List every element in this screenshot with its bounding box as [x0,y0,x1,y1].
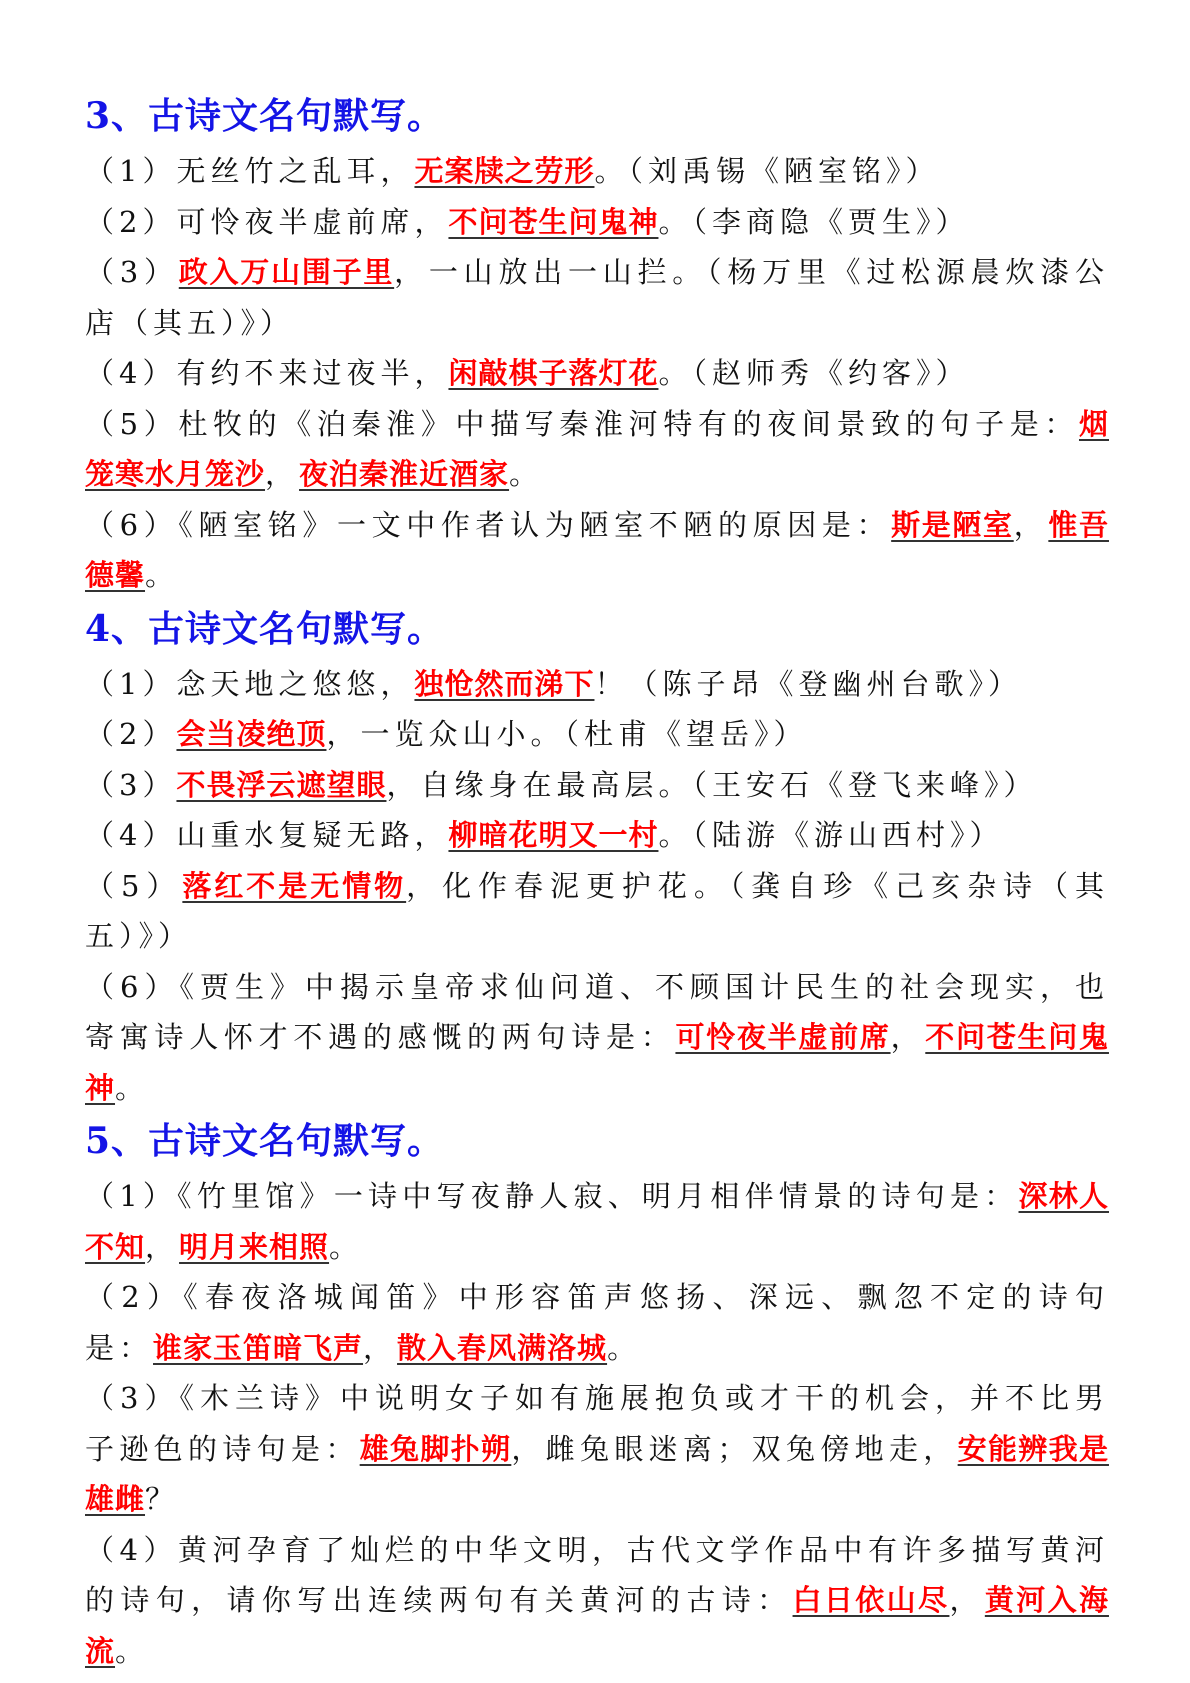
question-item [85,962,1109,1114]
answer-text: 政入万山围子里 [178,255,395,289]
question-text: （2） [85,717,177,751]
question-text: （2）《春夜洛城闻笛》中形容笛声悠扬、深远、飘忽不定的诗句是： [85,1280,1109,1365]
answer-text: 独怆然而涕下 [414,666,595,701]
question-text: ，化作春泥更护花。（龚自珍《己亥杂诗（其五）》） [85,868,1109,953]
question-text: （6）《贾生》中揭示皇帝求仙问道、不顾国计民生的社会现实，也寄寓诗人怀才不遇的感慨的两句诗是： [85,969,1109,1054]
question-text: ， [265,457,300,491]
question-item [85,197,1109,248]
question-text: ，雌兔眼迷离；双兔傍地走， [511,1431,958,1466]
answer-text: 安能辨我是雄雌 [85,1431,1109,1516]
section-4 [85,601,1109,1114]
answer-text: 不问苍生问鬼神 [448,204,659,239]
question-text: （6）《陋室铭》一文中作者认为陋室不陋的原因是： [85,507,892,542]
answer-text: 明月来相照 [179,1229,330,1264]
question-text: （3）《木兰诗》中说明女子如有施展抱负或才干的机会，并不比男子逊色的诗句是： [85,1381,1109,1466]
answer-text: 柳暗花明又一村 [448,818,659,852]
question-item [85,1525,1109,1677]
question-text: ， [363,1330,398,1365]
question-text: （3） [85,767,177,802]
question-text: （1）无丝竹之乱耳， [85,154,415,188]
question-item [85,861,1109,962]
question-text: ，自缘身在最高层。（王安石《登飞来峰》） [386,767,1038,802]
answer-text: 黄河入海流 [85,1583,1109,1668]
question-item [85,1272,1109,1373]
answer-text: 不畏浮云遮望眼 [176,767,387,802]
question-text: （2）可怜夜半虚前席， [85,204,449,239]
question-text: ！（陈子昂《登幽州台歌》） [594,666,1022,701]
question-text: （1）《竹里馆》一诗中写夜静人寂、明月相伴情景的诗句是： [85,1179,1019,1213]
section-heading: 4、古诗文名句默写。 [85,607,445,650]
question-item [85,247,1109,348]
question-text: 。 [115,1633,150,1668]
question-item [85,1373,1109,1525]
question-text: ， [890,1020,926,1054]
question-text: ， [1013,507,1049,542]
question-item [85,810,1109,861]
question-text: （5） [85,868,183,903]
answer-text: 散入春风满洛城 [397,1330,608,1365]
document-body [85,88,1109,1676]
question-text: （3） [85,255,179,289]
question-text: 。（刘禹锡《陋室铭》） [594,154,940,188]
question-item [85,146,1109,197]
question-item [85,659,1109,710]
question-item [85,709,1109,760]
answer-text: 谁家玉笛暗飞声 [153,1330,364,1365]
answer-text: 不问苍生问鬼神 [85,1020,1109,1105]
section-5 [85,1113,1109,1676]
answer-text: 无案牍之劳形 [414,154,595,188]
question-text: ， [949,1583,985,1617]
answer-text: 落红不是无情物 [182,868,407,903]
answer-text: 可怜夜半虚前席 [675,1020,891,1054]
question-text: ，一山放出一山拦。（杨万里《过松源晨炊漆公店（其五）》） [85,255,1109,340]
question-text: （4）山重水复疑无路， [85,818,449,852]
question-text: ，一览众山小。（杜甫《望岳》） [326,717,808,751]
section-heading: 5、古诗文名句默写。 [85,1120,445,1162]
answer-text: 斯是陋室 [891,507,1014,542]
question-item [85,760,1109,811]
question-text: 。 [329,1229,364,1264]
question-text: 。（赵师秀《约客》） [658,356,970,390]
question-text: （5）杜牧的《泊秦淮》中描写秦淮河特有的夜间景致的句子是： [85,406,1079,441]
section-3 [85,88,1109,601]
question-text: ？ [145,1482,180,1516]
question-item [85,1171,1109,1272]
answer-text: 雄兔脚扑朔 [359,1431,512,1466]
answer-text: 白日依山尽 [792,1583,950,1617]
question-text: 。（陆游《游山西村》） [658,818,1004,852]
section-heading: 3、古诗文名句默写。 [85,95,445,137]
question-item [85,348,1109,399]
question-text: 。 [145,558,180,592]
question-text: （4）黄河孕育了灿烂的中华文明，古代文学作品中有许多描写黄河的诗句，请你写出连续两句有关黄河的古诗： [85,1532,1109,1617]
question-text: 。（李商隐《贾生》） [658,204,970,239]
question-text: 。 [509,457,544,491]
question-text: （1）念天地之悠悠， [85,666,415,701]
question-item [85,399,1109,500]
question-text: ， [145,1229,180,1264]
answer-text: 夜泊秦淮近酒家 [299,457,510,491]
answer-text: 惟吾德馨 [85,507,1109,592]
question-text: 。 [115,1070,150,1105]
question-text: 。 [607,1330,642,1365]
answer-text: 会当凌绝顶 [176,717,327,751]
answer-text: 烟笼寒水月笼沙 [85,406,1109,491]
answer-text: 闲敲棋子落灯花 [448,356,659,390]
question-item [85,500,1109,601]
question-text: （4）有约不来过夜半， [85,356,449,390]
answer-text: 深林人不知 [85,1179,1109,1264]
